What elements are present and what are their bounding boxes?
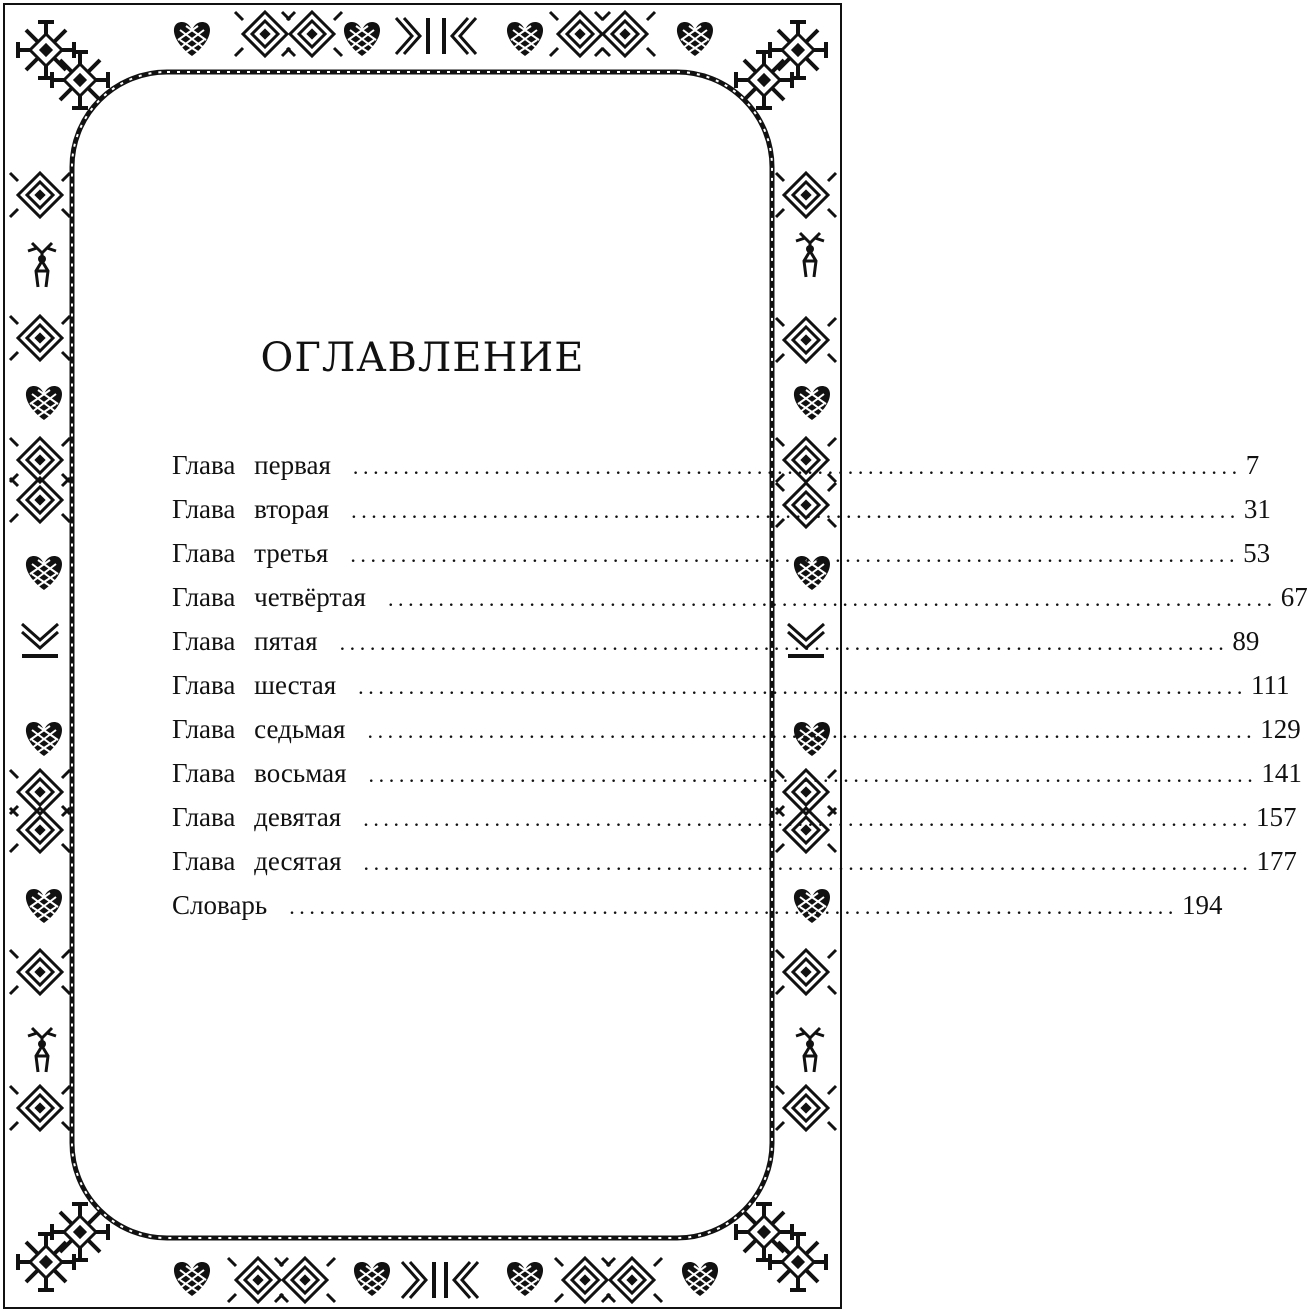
toc-entry-label: Глава шестая xyxy=(172,670,337,700)
toc-entry xyxy=(172,890,1223,934)
toc-entry-page-number: 53 xyxy=(1243,538,1271,568)
toc-entry-page-number: 194 xyxy=(1182,890,1223,920)
toc-entry xyxy=(172,670,1290,714)
dot-leader: ........................................................................................ xyxy=(368,762,1258,787)
dot-leader: ........................................................................................ xyxy=(358,674,1247,699)
page-title: ОГЛАВЛЕНИЕ xyxy=(260,335,585,381)
toc-entry-page-number: 7 xyxy=(1245,450,1260,480)
dot-leader: ........................................................................................ xyxy=(351,498,1240,523)
toc-entry-label: Глава седьмая xyxy=(172,714,346,744)
toc-entry xyxy=(172,538,1271,582)
table-of-contents xyxy=(172,450,1308,934)
toc-entry-page-number: 89 xyxy=(1232,626,1260,656)
toc-entry-label: Глава пятая xyxy=(172,626,318,656)
dot-leader: ........................................................................................ xyxy=(387,586,1277,611)
dot-leader: ........................................................................................ xyxy=(363,850,1253,875)
top-band xyxy=(174,12,713,56)
snowflake-motif-corner-br xyxy=(736,1204,826,1290)
toc-entry xyxy=(172,582,1308,626)
toc-entry-label: Глава вторая xyxy=(172,494,330,524)
toc-entry-label: Глава восьмая xyxy=(172,758,347,788)
toc-entry xyxy=(172,626,1260,670)
toc-entry-page-number: 111 xyxy=(1250,670,1290,700)
toc-entry-page-number: 31 xyxy=(1243,494,1271,524)
toc-entry-label: Глава десятая xyxy=(172,846,342,876)
toc-entry-page-number: 67 xyxy=(1280,582,1308,612)
toc-entry-label: Глава четвёртая xyxy=(172,582,366,612)
toc-entry-label: Глава третья xyxy=(172,538,329,568)
snowflake-motif-corner-bl xyxy=(18,1204,108,1290)
toc-entry-page-number: 177 xyxy=(1256,846,1297,876)
bottom-band xyxy=(174,1258,718,1302)
snowflake-motif-corner-tl xyxy=(18,22,108,108)
toc-entry-label: Словарь xyxy=(172,890,268,920)
toc-entry xyxy=(172,758,1302,802)
snowflake-motif-corner-tr xyxy=(736,22,826,108)
toc-entry-label: Глава первая xyxy=(172,450,331,480)
toc-entry-label: Глава девятая xyxy=(172,802,342,832)
dot-leader: ........................................................................................ xyxy=(350,542,1240,567)
dot-leader: ........................................................................................ xyxy=(352,454,1242,479)
toc-entry xyxy=(172,450,1260,494)
left-band xyxy=(10,173,70,1130)
toc-entry-page-number: 141 xyxy=(1261,758,1302,788)
toc-entry-page-number: 129 xyxy=(1260,714,1301,744)
dot-leader: ........................................................................................ xyxy=(289,894,1178,919)
toc-entry-page-number: 157 xyxy=(1256,802,1297,832)
toc-entry xyxy=(172,494,1271,538)
dot-leader: ........................................................................................ xyxy=(339,630,1229,655)
toc-entry xyxy=(172,802,1297,846)
dot-leader: ........................................................................................ xyxy=(363,806,1253,831)
toc-entry xyxy=(172,714,1301,758)
dot-leader: ........................................................................................ xyxy=(367,718,1257,743)
toc-entry xyxy=(172,846,1297,890)
